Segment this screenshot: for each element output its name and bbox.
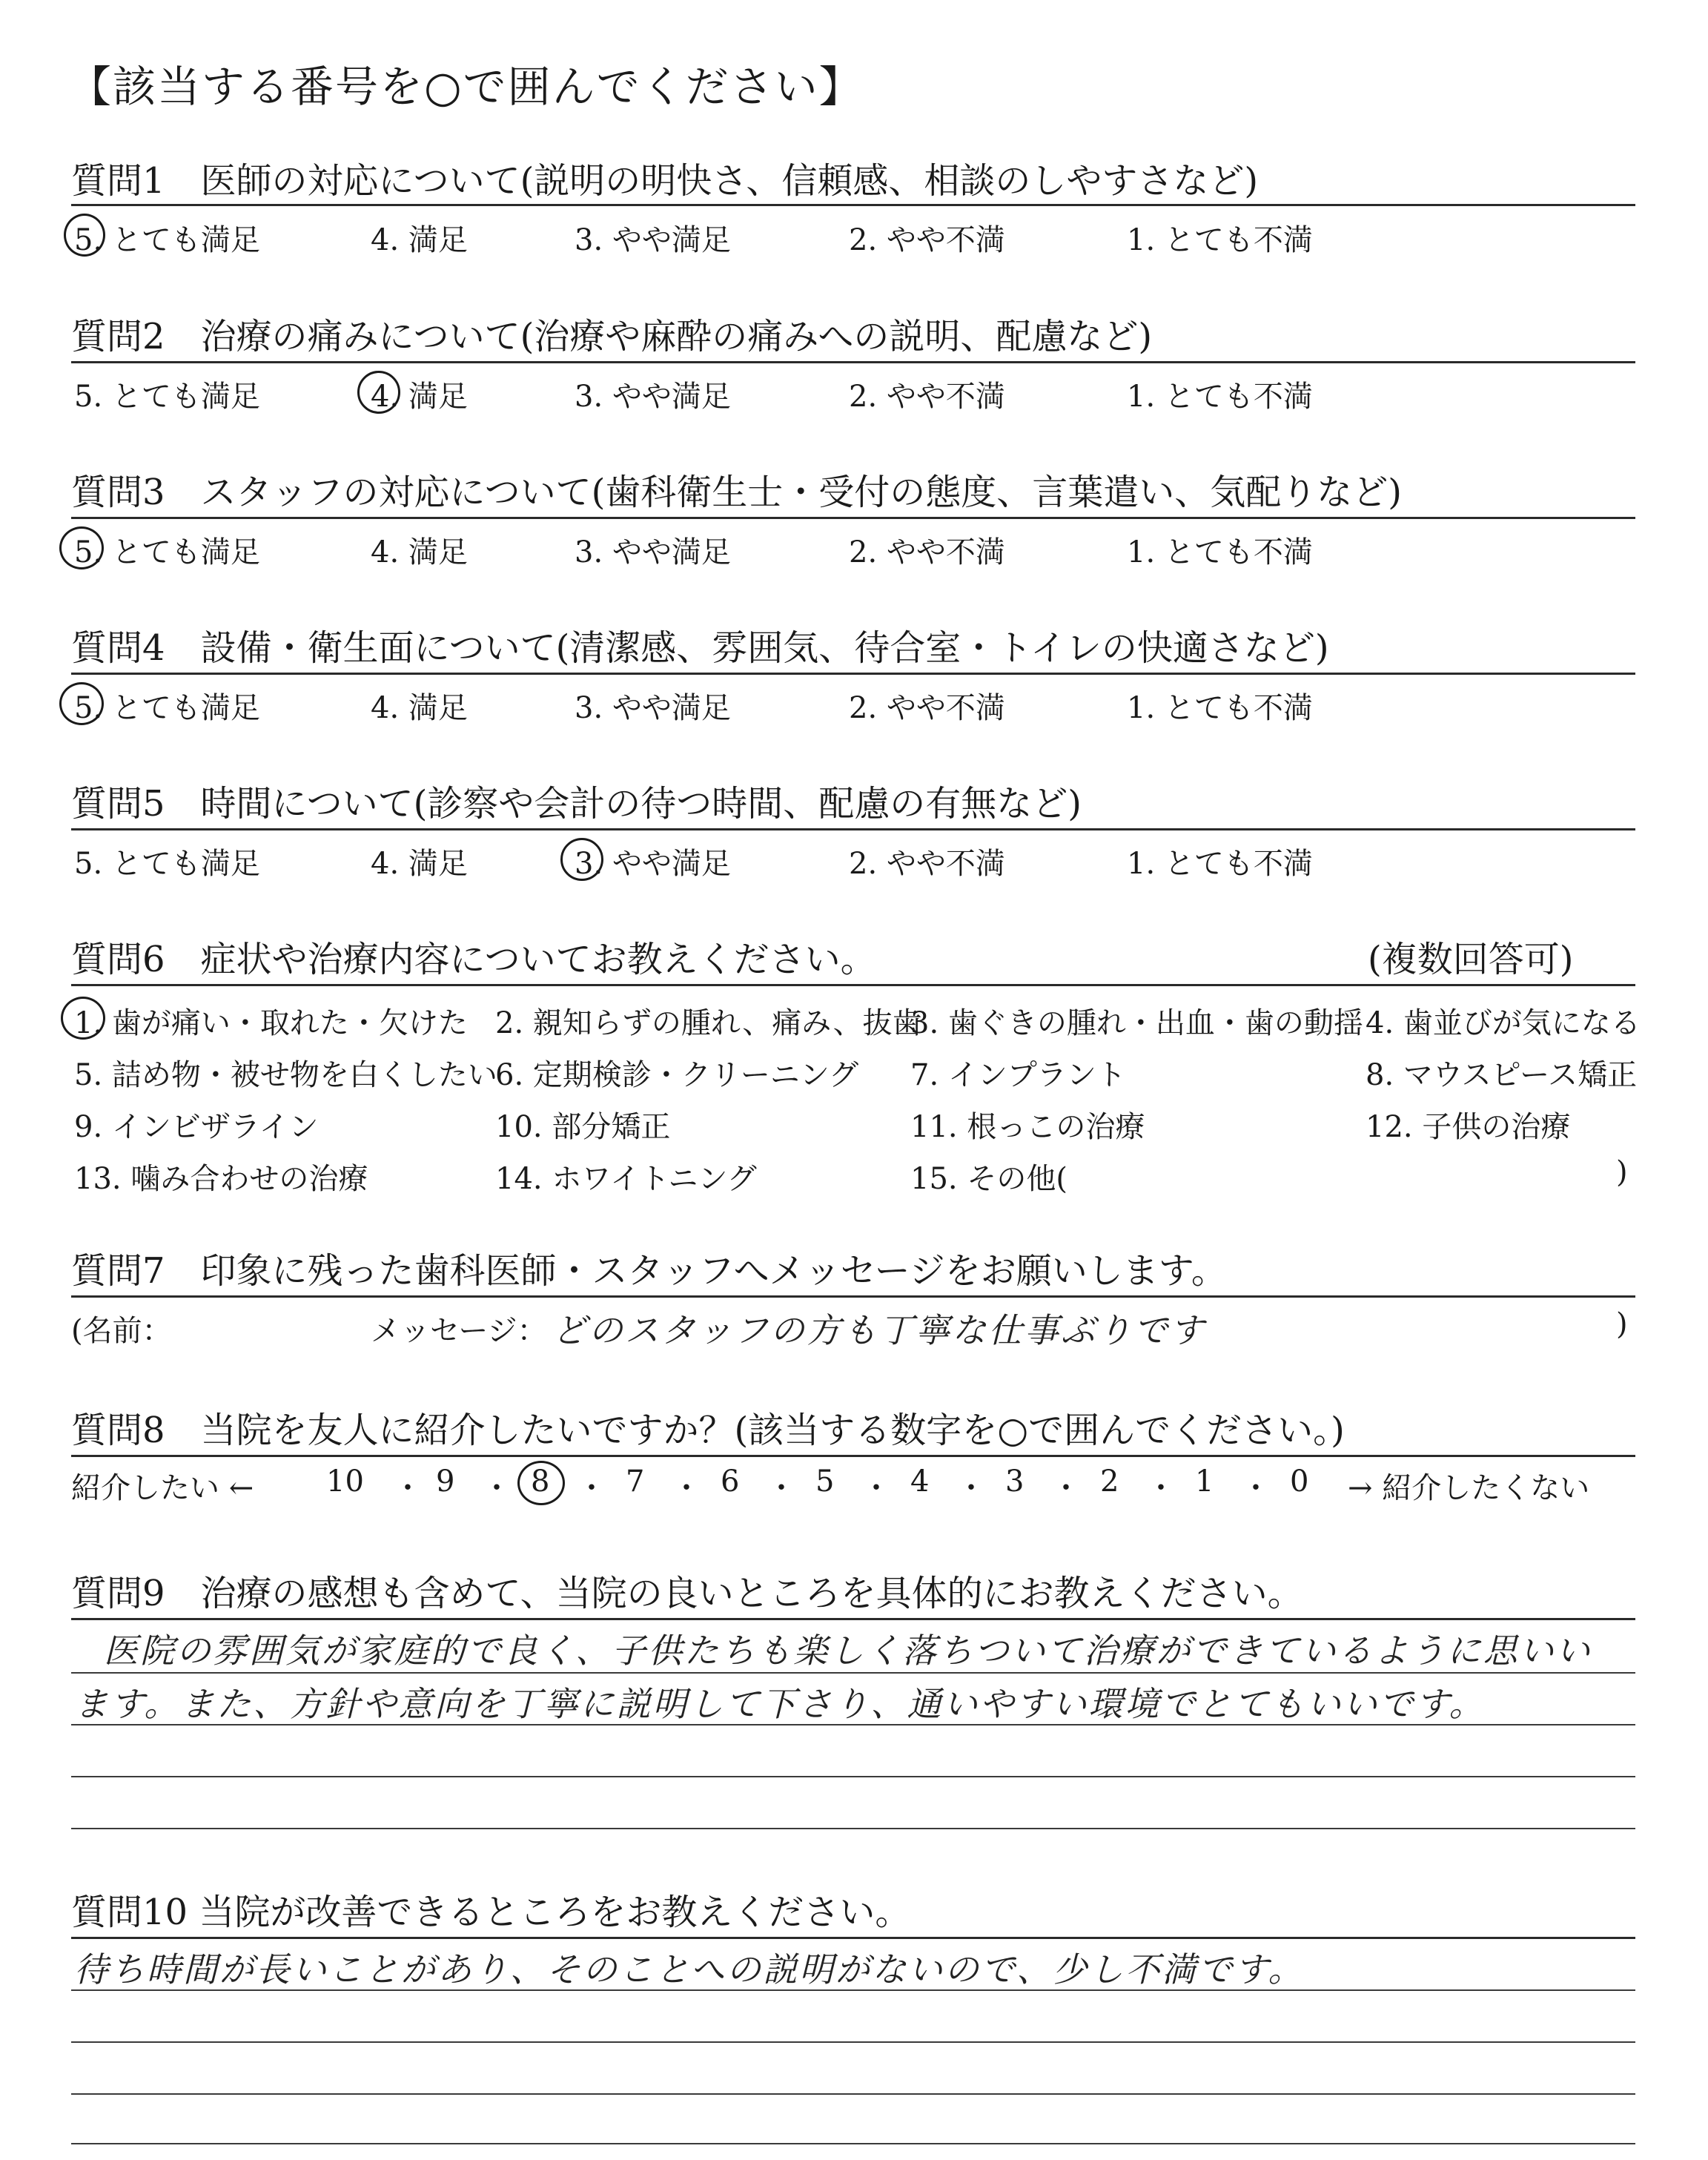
- q6-option-14[interactable]: 14. ホワイトニング: [495, 1162, 757, 1196]
- q6-option-15[interactable]: 15. その他(: [910, 1162, 1068, 1196]
- q4-option-4[interactable]: 4. 満足: [371, 691, 468, 725]
- question-8-rule: [71, 1455, 1635, 1457]
- q9-answer-rule: [71, 1828, 1635, 1829]
- q2-option-2[interactable]: 2. やや不満: [849, 380, 1005, 414]
- q6-option-7[interactable]: 7. インプラント: [910, 1058, 1126, 1092]
- q1-option-3[interactable]: 3. やや満足: [575, 223, 731, 257]
- q8-scale-4[interactable]: 4: [910, 1464, 930, 1499]
- q6-option-6[interactable]: 6. 定期検診・クリーニング: [495, 1058, 859, 1092]
- q8-dot: ・: [393, 1471, 423, 1505]
- q8-dot: ・: [577, 1471, 606, 1505]
- q6-option-11[interactable]: 11. 根っこの治療: [910, 1110, 1145, 1144]
- q6-option-9[interactable]: 9. インビザライン: [74, 1110, 319, 1144]
- q6-option-8[interactable]: 8. マウスピース矯正: [1366, 1058, 1638, 1092]
- q8-scale-2[interactable]: 2: [1100, 1464, 1119, 1499]
- q6-option-13[interactable]: 13. 噛み合わせの治療: [74, 1162, 368, 1196]
- q8-scale-8[interactable]: 8: [531, 1464, 550, 1499]
- q2-option-1[interactable]: 1. とても不満: [1127, 380, 1313, 414]
- q8-dot: ・: [767, 1471, 796, 1505]
- question-2-rule: [71, 361, 1635, 363]
- q6-option-1[interactable]: 1. 歯が痛い・取れた・欠けた: [74, 1006, 468, 1040]
- q8-scale-0[interactable]: 0: [1290, 1464, 1309, 1499]
- q9-answer-line-1[interactable]: 医院の雰囲気が家庭的で良く、子供たちも楽しく落ちついて治療ができているように思いい: [104, 1631, 1592, 1671]
- q6-option-2[interactable]: 2. 親知らずの腫れ、痛み、抜歯: [495, 1006, 922, 1040]
- q4-option-3[interactable]: 3. やや満足: [575, 691, 731, 725]
- q8-scale-3[interactable]: 3: [1005, 1464, 1025, 1499]
- q8-scale-10[interactable]: 10: [326, 1464, 364, 1499]
- q4-selected-circle: [59, 682, 104, 725]
- q8-dot: ・: [1051, 1471, 1081, 1505]
- question-7-title: 質問7 印象に残った歯科医師・スタッフへメッセージをお願いします。: [71, 1250, 1227, 1292]
- question-5-title: 質問5 時間について(診察や会計の待つ時間、配慮の有無など): [71, 783, 1082, 825]
- question-6-note: (複数回答可): [1368, 939, 1574, 980]
- q9-answer-rule: [71, 1776, 1635, 1777]
- q3-selected-circle: [59, 526, 104, 569]
- q3-option-5[interactable]: 5. とても満足: [74, 535, 260, 569]
- q10-answer-rule: [71, 2143, 1635, 2144]
- q5-option-5[interactable]: 5. とても満足: [74, 847, 260, 881]
- q1-option-1[interactable]: 1. とても不満: [1127, 223, 1313, 257]
- q10-answer-line-1[interactable]: 待ち時間が長いことがあり、そのことへの説明がないので、少し不満です。: [74, 1949, 1305, 1989]
- q8-selected-circle: [517, 1461, 565, 1505]
- q3-option-3[interactable]: 3. やや満足: [575, 535, 731, 569]
- question-5-rule: [71, 828, 1635, 830]
- q6-option-15-close: ): [1616, 1155, 1628, 1189]
- question-1-title: 質問1 医師の対応について(説明の明快さ、信頼感、相談のしやすさなど): [71, 160, 1259, 202]
- q8-dot: ・: [1241, 1471, 1271, 1505]
- question-8-title: 質問8 当院を友人に紹介したいですか？(該当する数字を○で囲んでください。): [71, 1410, 1345, 1451]
- question-9-rule: [71, 1618, 1635, 1620]
- question-10-title: 質問10 当院が改善できるところをお教えください。: [71, 1892, 911, 1933]
- q9-answer-rule: [71, 1672, 1635, 1674]
- q7-message-handwritten[interactable]: どのスタッフの方も丁寧な仕事ぶりです: [552, 1310, 1206, 1350]
- question-9-title: 質問9 治療の感想も含めて、当院の良いところを具体的にお教えください。: [71, 1573, 1303, 1614]
- question-6-title: 質問6 症状や治療内容についてお教えください。: [71, 939, 876, 980]
- q8-scale-5[interactable]: 5: [815, 1464, 835, 1499]
- question-10-rule: [71, 1937, 1635, 1939]
- q6-option-4[interactable]: 4. 歯並びが気になる: [1366, 1006, 1641, 1040]
- q3-option-2[interactable]: 2. やや不満: [849, 535, 1005, 569]
- q7-close-paren: ): [1616, 1307, 1628, 1341]
- q6-option-10[interactable]: 10. 部分矯正: [495, 1110, 671, 1144]
- q4-option-1[interactable]: 1. とても不満: [1127, 691, 1313, 725]
- q8-dot: ・: [956, 1471, 986, 1505]
- q8-scale-6[interactable]: 6: [721, 1464, 740, 1499]
- q2-option-5[interactable]: 5. とても満足: [74, 380, 260, 414]
- q9-answer-line-2[interactable]: ます。また、方針や意向を丁寧に説明して下さり、通いやすい環境でとてもいいです。: [74, 1684, 1486, 1724]
- q9-answer-rule: [71, 1724, 1635, 1725]
- question-6-rule: [71, 984, 1635, 986]
- question-4-rule: [71, 673, 1635, 675]
- q7-name-label: (名前：: [71, 1314, 172, 1348]
- q6-option-3[interactable]: 3. 歯ぐきの腫れ・出血・歯の動揺: [910, 1006, 1363, 1040]
- q1-selected-circle: [64, 214, 105, 257]
- q2-option-3[interactable]: 3. やや満足: [575, 380, 731, 414]
- question-7-rule: [71, 1295, 1635, 1298]
- q8-dot: ・: [1146, 1471, 1176, 1505]
- q7-message-label: メッセージ：: [371, 1314, 547, 1348]
- q8-scale-9[interactable]: 9: [436, 1464, 455, 1499]
- q10-answer-rule: [71, 2093, 1635, 2095]
- question-4-title: 質問4 設備・衛生面について(清潔感、雰囲気、待合室・トイレの快適さなど): [71, 627, 1329, 669]
- q8-dot: ・: [861, 1471, 891, 1505]
- q2-selected-circle: [357, 371, 400, 414]
- q5-option-2[interactable]: 2. やや不満: [849, 847, 1005, 881]
- q1-option-4[interactable]: 4. 満足: [371, 223, 468, 257]
- q5-option-1[interactable]: 1. とても不満: [1127, 847, 1313, 881]
- q5-option-4[interactable]: 4. 満足: [371, 847, 468, 881]
- q8-right-label: → 紹介したくない: [1348, 1471, 1590, 1505]
- q5-selected-circle: [560, 838, 603, 881]
- question-2-title: 質問2 治療の痛みについて(治療や麻酔の痛みへの説明、配慮など): [71, 316, 1153, 357]
- q2-option-4[interactable]: 4. 満足: [371, 380, 468, 414]
- q4-option-2[interactable]: 2. やや不満: [849, 691, 1005, 725]
- q4-option-5[interactable]: 5. とても満足: [74, 691, 260, 725]
- question-1-rule: [71, 204, 1635, 206]
- q6-option-5[interactable]: 5. 詰め物・被せ物を白くしたい: [74, 1058, 497, 1092]
- q1-option-5[interactable]: 5. とても満足: [74, 223, 260, 257]
- page-header: 【該当する番号を○で囲んでください】: [68, 62, 864, 112]
- question-3-rule: [71, 517, 1635, 519]
- q10-answer-rule: [71, 1989, 1635, 1991]
- q5-option-3[interactable]: 3. やや満足: [575, 847, 731, 881]
- q8-left-label: 紹介したい ←: [71, 1471, 254, 1505]
- q6-option-12[interactable]: 12. 子供の治療: [1366, 1110, 1571, 1144]
- q8-dot: ・: [672, 1471, 701, 1505]
- q10-answer-rule: [71, 2041, 1635, 2043]
- q3-option-4[interactable]: 4. 満足: [371, 535, 468, 569]
- q8-dot: ・: [482, 1471, 512, 1505]
- question-3-title: 質問3 スタッフの対応について(歯科衛生士・受付の態度、言葉遣い、気配りなど): [71, 472, 1403, 513]
- q8-scale-7[interactable]: 7: [626, 1464, 645, 1499]
- q1-option-2[interactable]: 2. やや不満: [849, 223, 1005, 257]
- q8-scale-1[interactable]: 1: [1195, 1464, 1214, 1499]
- q6-selected-circle: [61, 997, 105, 1040]
- q3-option-1[interactable]: 1. とても不満: [1127, 535, 1313, 569]
